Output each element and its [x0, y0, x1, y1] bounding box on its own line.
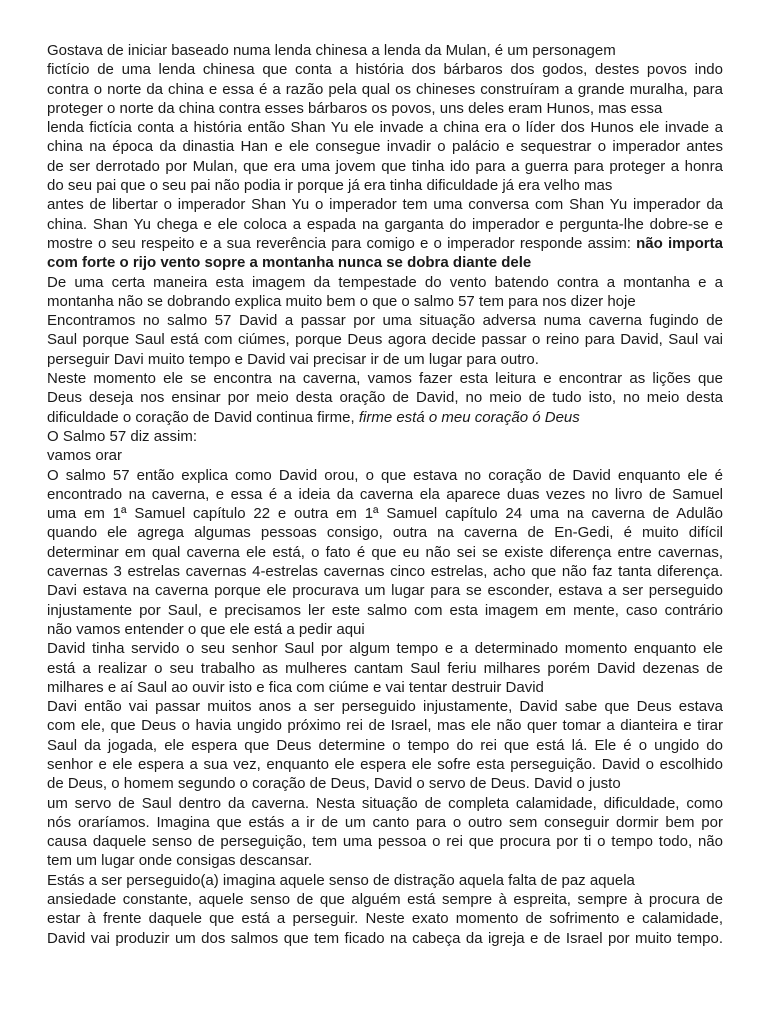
text-line: De uma certa maneira esta imagem da tempestade do vento batendo contra a montanha e a: [47, 273, 723, 291]
text-line: Saul porque Saul está com ciúmes, porque Deus agora decide passar o reino para David, Saul vai: [47, 331, 723, 349]
text-line: Estás a ser perseguido(a) imagina aquele senso de distração aquela falta de paz aquela: [47, 871, 635, 889]
text-line: uma em 1ª Samuel capítulo 22 e outra em 1ª Samuel capítulo 24 uma na caverna de Adulão: [47, 505, 723, 523]
text-line: montanha não se dobrando explica muito bem o que o salmo 57 tem para nos dizer hoje: [47, 292, 636, 310]
text-line: não vamos entender o que ele está a pedir aqui: [47, 620, 365, 638]
bold-text: não importa: [636, 234, 723, 252]
document-body: [47, 41, 723, 948]
text-line: [47, 408, 723, 427]
text-line: Davi então vai passar muitos anos a ser perseguido injustamente, David sabe que Deus estava: [47, 698, 723, 716]
text-line: proteger o norte da china contra esses bárbaros os povos, uns deles eram Hunos, mas essa: [47, 99, 663, 117]
italic-text: firme está o meu coração ó Deus: [358, 408, 580, 426]
text-line: tem um lugar onde consigas descansar.: [47, 852, 313, 870]
text-run: mostre o seu respeito e a sua reverência para comigo e o imperador responde assim:: [47, 234, 637, 252]
text-line: Encontramos no salmo 57 David a passar por uma situação adversa numa caverna fugindo de: [47, 312, 723, 330]
text-line: [47, 234, 723, 253]
text-line: está a realizar o seu trabalho as mulheres cantam Saul feriu milhares porém David dezenas de: [47, 659, 723, 677]
text-line: china. Shan Yu chega e ele coloca a espada na garganta do imperador e pergunta-lhe dobre-se e: [47, 215, 723, 233]
text-line: causa daquele senso de perseguição, tem uma pessoa o rei que procura por ti o tempo todo, não: [47, 833, 723, 851]
text-line: Neste momento ele se encontra na caverna, vamos fazer esta leitura e encontrar as lições que: [47, 370, 723, 388]
text-line: quando ele agrega algumas pessoas consigo, outra na caverna de En-Gedi, é muito difícil: [47, 524, 723, 542]
text-line: O salmo 57 então explica como David orou, o que estava no coração de David enquanto ele é: [47, 466, 723, 484]
text-line: Davi estava na caverna porque ele procurava um lugar para se esconder, estava a ser perseguido: [47, 582, 723, 600]
text-line: milhares e aí Saul ao ouvir isto e fica com ciúme e vai tentar destruir David: [47, 678, 544, 696]
text-line: antes de libertar o imperador Shan Yu o imperador tem uma conversa com Shan Yu imperador da: [47, 196, 723, 214]
text-line: senhor e ele espera a sua vez, enquanto ele espera ele sofre esta perseguição. David o escolhido: [47, 755, 723, 773]
text-line: O Salmo 57 diz assim:: [47, 427, 198, 445]
text-line: ansiedade constante, aquele senso de que alguém está sempre à espreita, sempre à procura de: [47, 891, 723, 909]
text-line: vamos orar: [47, 447, 123, 465]
text-line: fictício de uma lenda chinesa que conta a história dos bárbaros dos godos, destes povos indo: [47, 61, 723, 79]
text-line: com ele, que Deus o havia ungido próximo rei de Israel, mas ele não quer tomar a dianteira e tirar: [47, 717, 723, 735]
text-line: nós oraríamos. Imagina que estás a ir de um canto para o outro sem conseguir dormir bem por: [47, 813, 723, 831]
text-line: David tinha servido o seu senhor Saul por algum tempo e a determinado momento enquanto ele: [47, 640, 723, 658]
text-line: china na época da dinastia Han e ele consegue invadir o palácio e sequestrar o imperador antes: [47, 138, 723, 156]
text-line: estar à frente daquele que está a perseguir. Neste exato momento de sofrimento e calamidade,: [47, 910, 723, 928]
bold-text: com forte o rijo vento sopre a montanha nunca se dobra diante dele: [47, 254, 532, 272]
text-line: cavernas 3 estrelas cavernas 4-estrelas cavernas cinco estrelas, acho que não faz tanta diferença.: [47, 563, 723, 581]
text-line: contra o norte da china e essa é a razão pela qual os chineses construíram a grande muralha, para: [47, 80, 723, 98]
text-line: Deus deseja nos ensinar por meio desta oração de David, no meio de tudo isto, no meio desta: [47, 389, 723, 407]
text-line: encontrado na caverna, e essa é a ideia da caverna ela aparece duas vezes no livro de Samuel: [47, 485, 723, 503]
text-line: perseguir Davi muito tempo e David vai precisar ir de um lugar para outro.: [47, 350, 539, 368]
text-line: um servo de Saul dentro da caverna. Nesta situação de completa calamidade, dificuldade, como: [47, 794, 723, 812]
text-line: determinar em qual caverna ele está, o fato é que eu não sei se existe diferença entre cavernas,: [47, 543, 723, 561]
text-line: David vai produzir um dos salmos que tem ficado na cabeça da igreja e de Israel por muito tempo.: [47, 929, 723, 947]
text-line: [47, 253, 723, 272]
text-run: dificuldade o coração de David continua firme,: [47, 408, 359, 426]
text-line: de Deus, o homem segundo o coração de Deus, David o servo de Deus. David o justo: [47, 775, 621, 793]
text-line: Saul da jogada, ele espera que Deus determine o tempo do rei que está lá. Ele é o ungido do: [47, 736, 723, 754]
text-line: lenda fictícia conta a história então Shan Yu ele invade a china era o líder dos Hunos ele invade a: [47, 119, 723, 137]
text-line: injustamente por Saul, e precisamos ler este salmo com esta imagem em mente, caso contrário: [47, 601, 723, 619]
text-line: Gostava de iniciar baseado numa lenda chinesa a lenda da Mulan, é um personagem: [47, 42, 616, 59]
text-line: do seu pai que o seu pai não podia ir porque já era tinha dificuldade já era velho mas: [47, 177, 613, 195]
text-line: de ser derrotado por Mulan, que era uma jovem que tinha ido para a guerra para proteger a honra: [47, 157, 723, 175]
